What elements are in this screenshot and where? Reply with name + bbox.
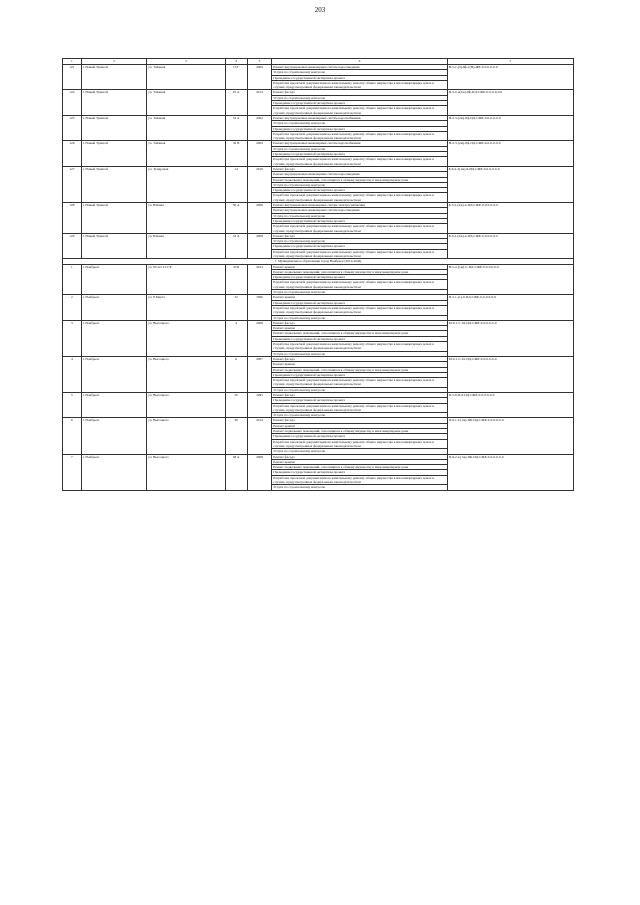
street: ул. Высоцкого bbox=[147, 418, 225, 454]
register-table bbox=[62, 58, 574, 491]
work-type: Услуги по строительному контролю bbox=[272, 70, 447, 75]
municipality: г. Новый Уренгой bbox=[81, 233, 146, 258]
work-type: Услуги по строительному контролю bbox=[272, 213, 447, 218]
work-type: Ремонт крыши bbox=[272, 264, 447, 269]
house-number: 25 А bbox=[225, 90, 247, 115]
street: ул. Таёжная bbox=[147, 90, 225, 115]
work-type: Разработка проектной документации на капитальному ремонту общего имущества в многоквартирных домах в случаях, предусмотренных федеральным законодательством bbox=[272, 475, 447, 485]
construction-year: 2008 bbox=[247, 233, 272, 258]
page-number: 203 bbox=[314, 6, 326, 14]
building-code: Н-2-3-(2ж)-8ф-ПД-СЖЕ-0-0-0-0-0-0 bbox=[447, 141, 573, 166]
work-type: Услуги по строительному контролю bbox=[272, 95, 447, 100]
column-number: 7 bbox=[447, 59, 573, 65]
row-number: 3 bbox=[63, 320, 82, 356]
work-type: Проведение государственной экспертизы проекта bbox=[272, 336, 447, 341]
work-type: Ремонт крыши bbox=[272, 459, 447, 464]
work-type: Ремонт подвальных помещений, относящихся к общему имуществу в многоквартирном доме bbox=[272, 269, 447, 274]
work-type: Проведение государственной экспертизы проекта bbox=[272, 101, 447, 106]
work-type: Ремонт фасада bbox=[272, 166, 447, 171]
building-code: Н-2-3-(2ж)-8ф-ПД-СЖЕ-0-0-0-0-0-0 bbox=[447, 115, 573, 140]
table-row bbox=[63, 115, 574, 120]
house-number: 20 bbox=[225, 393, 247, 418]
construction-year: 2013 bbox=[247, 90, 272, 115]
municipality: г. Новый Уренгой bbox=[81, 203, 146, 234]
house-number: 4 bbox=[225, 320, 247, 356]
construction-year: 2004 bbox=[247, 115, 272, 140]
house-number: 32 А bbox=[225, 115, 247, 140]
house-number: 32 А bbox=[225, 233, 247, 258]
section-title: 7. Муниципальное образование город Ноябрьск (2014-2046) bbox=[63, 259, 574, 264]
building-code: Б-3-2-(2ж)-4-ПД-СЖЕ-0-0-0-0-0-0 bbox=[447, 203, 573, 234]
column-number: 1 bbox=[63, 59, 82, 65]
house-number: 14 bbox=[225, 166, 247, 202]
work-type: Разработка проектной документации на капитальному ремонту общего имущества в многоквартирных домах в случаях, предусмотренных федеральным законодательством bbox=[272, 249, 447, 259]
street: ул. Высоцкого bbox=[147, 393, 225, 418]
work-type: Разработка проектной документации на капитальному ремонту общего имущества в многоквартирных домах в случаях, предусмотренных федеральным законодательством bbox=[272, 193, 447, 203]
municipality: г. Ноябрьск bbox=[81, 356, 146, 392]
municipality: г. Ноябрьск bbox=[81, 264, 146, 295]
row-number: 121 bbox=[63, 65, 82, 90]
municipality: г. Новый Уренгой bbox=[81, 166, 146, 202]
work-type: Проведение государственной экспертизы проекта bbox=[272, 434, 447, 439]
building-code: Н-3-0-4(1ж)-8ф-ПД-СЖЕ-0-0-0-0-0-0 bbox=[447, 90, 573, 115]
work-type: Разработка проектной документации на капитальному ремонту общего имущества в многоквартирных домах в случаях, предусмотренных федеральным законодательством bbox=[272, 439, 447, 449]
work-type: Ремонт внутридомовых инженерных систем водоотведения bbox=[272, 208, 447, 213]
work-type: Услуги по строительному контролю bbox=[272, 449, 447, 454]
work-type: Проведение государственной экспертизы проекта bbox=[272, 300, 447, 305]
row-number: 124 bbox=[63, 90, 82, 115]
work-type: Проведение государственной экспертизы проекта bbox=[272, 244, 447, 249]
work-type: Проведение государственной экспертизы проекта bbox=[272, 75, 447, 80]
work-type: Услуги по строительному контролю bbox=[272, 485, 447, 490]
column-number: 6 bbox=[272, 59, 447, 65]
work-type: Проведение государственной экспертизы проекта bbox=[272, 218, 447, 223]
table-row bbox=[63, 141, 574, 146]
work-type: Проведение государственной экспертизы проекта bbox=[272, 188, 447, 193]
municipality: г. Новый Уренгой bbox=[81, 65, 146, 90]
work-type: Ремонт подвальных помещений, относящихся к общему имуществу в многоквартирном доме bbox=[272, 177, 447, 182]
column-number: 5 bbox=[247, 59, 272, 65]
street: ул. Тундровая bbox=[147, 166, 225, 202]
work-type: Разработка проектной документации на капитальному ремонту общего имущества в многоквартирных домах в случаях, предусмотренных федеральным законодательством bbox=[272, 106, 447, 116]
municipality: г. Новый Уренгой bbox=[81, 115, 146, 140]
municipality: г. Новый Уренгой bbox=[81, 90, 146, 115]
work-type: Разработка проектной документации на капитальному ремонту общего имущества в многоквартирных домах в случаях, предусмотренных федеральным законодательством bbox=[272, 378, 447, 388]
work-type: Ремонт фасада bbox=[272, 90, 447, 95]
work-type: Проведение государственной экспертизы проекта bbox=[272, 470, 447, 475]
work-type: Услуги по строительному контролю bbox=[272, 290, 447, 295]
work-type: Разработка проектной документации на капитальному ремонту общего имущества в многоквартирных домах в случаях, предусмотренных федеральным законодательством bbox=[272, 280, 447, 290]
work-type: Ремонт крыши bbox=[272, 295, 447, 300]
municipality: г. Ноябрьск bbox=[81, 418, 146, 454]
row-number: 5 bbox=[63, 393, 82, 418]
work-type: Разработка проектной документации на капитальному ремонту общего имущества в многоквартирных домах в случаях, предусмотренных федеральным законодательством bbox=[272, 342, 447, 352]
work-type: Ремонт фасада bbox=[272, 356, 447, 361]
building-code: Б-3-2-(2ж)-4-ПД-СЖЕ-0-0-0-0-0-0 bbox=[447, 233, 573, 258]
table-row bbox=[63, 65, 574, 70]
row-number: 2 bbox=[63, 295, 82, 320]
street: ул. Таёжная bbox=[147, 65, 225, 90]
construction-year: 2004 bbox=[247, 65, 272, 90]
municipality: г. Ноябрьск bbox=[81, 393, 146, 418]
house-number: 13 Г bbox=[225, 65, 247, 90]
building-code: П-5-1-(1)-0-ПД-СЖЕ-0-0-0-0-0-0 bbox=[447, 295, 573, 320]
work-type: Ремонт внутридомовых инженерных систем водоотведения bbox=[272, 172, 447, 177]
work-type: Услуги по строительному контролю bbox=[272, 315, 447, 320]
work-type: Ремонт внутридомовых инженерных систем водоотведения bbox=[272, 65, 447, 70]
house-number: 36 bbox=[225, 418, 247, 454]
construction-year: 2007 bbox=[247, 356, 272, 392]
work-type: Ремонт подвальных помещений, относящихся к общему имуществу в многоквартирном доме bbox=[272, 429, 447, 434]
house-number: 38 А bbox=[225, 454, 247, 490]
building-code: П-5-6-П-0-ПД-СЖЕ-0-0-0-0-0-0 bbox=[447, 393, 573, 418]
street: ул. Таёжная bbox=[147, 141, 225, 166]
work-type: Услуги по строительному контролю bbox=[272, 239, 447, 244]
house-number: 32 В bbox=[225, 141, 247, 166]
work-type: Разработка проектной документации на капитальному ремонту общего имущества в многоквартирных домах в случаях, предусмотренных федеральным законодательством bbox=[272, 157, 447, 167]
work-type: Услуги по строительному контролю bbox=[272, 387, 447, 392]
row-number: 4 bbox=[63, 356, 82, 392]
building-code: М-9-1-С-01-ПД-СЖЕ-0-0-0-0-0-0 bbox=[447, 356, 573, 392]
work-type: Проведение государственной экспертизы проекта bbox=[272, 275, 447, 280]
work-type: Услуги по строительному контролю bbox=[272, 146, 447, 151]
row-number: 6 bbox=[63, 418, 82, 454]
work-type: Ремонт подвальных помещений, относящихся к общему имуществу в многоквартирном доме bbox=[272, 465, 447, 470]
construction-year: 1990 bbox=[247, 295, 272, 320]
municipality: г. Ноябрьск bbox=[81, 320, 146, 356]
work-type: Услуги по строительному контролю bbox=[272, 413, 447, 418]
work-type: Ремонт фасада bbox=[272, 418, 447, 423]
row-number: 125 bbox=[63, 115, 82, 140]
work-type: Проведение государственной экспертизы проекта bbox=[272, 398, 447, 403]
work-type: Ремонт внутридомовых инженерных систем электроснабжения bbox=[272, 203, 447, 208]
construction-year: 2004 bbox=[247, 141, 272, 166]
building-code: П-9-1-С(1ж)-ПК-ПД-СЖЕ-0-0-0-0-0-0 bbox=[447, 418, 573, 454]
street: ул. 8 Марта bbox=[147, 295, 225, 320]
building-code: Н-5-2-(1ж)-С-ПД-СЖЕ-0-0-0-0-0-0 bbox=[447, 264, 573, 295]
building-code: П-9-2-С(1ж)-ПК-ПД-СЖЕ-0-0-0-0-0-0 bbox=[447, 454, 573, 490]
work-type: Ремонт фасада bbox=[272, 454, 447, 459]
construction-year: 2008 bbox=[247, 454, 272, 490]
work-type: Разработка проектной документации на капитальному ремонту общего имущества в многоквартирных домах в случаях, предусмотренных федеральным законодательством bbox=[272, 131, 447, 141]
work-type: Ремонт фасада bbox=[272, 393, 447, 398]
work-type: Разработка проектной документации на капитальному ремонту общего имущества в многоквартирных домах в случаях, предусмотренных федеральным законодательством bbox=[272, 80, 447, 90]
work-type: Разработка проектной документации на капитальному ремонту общего имущества в многоквартирных домах в случаях, предусмотренных федеральным законодательством bbox=[272, 224, 447, 234]
construction-year: 2008 bbox=[247, 203, 272, 234]
street: ул. Высоцкого bbox=[147, 454, 225, 490]
row-number: 129 bbox=[63, 233, 82, 258]
work-type: Ремонт крыши bbox=[272, 362, 447, 367]
street: ул. Высоцкого bbox=[147, 320, 225, 356]
work-type: Ремонт фасада bbox=[272, 320, 447, 325]
work-type: Разработка проектной документации на капитальному ремонту общего имущества в многоквартирных домах в случаях, предусмотренных федеральным законодательством bbox=[272, 403, 447, 413]
work-type: Ремонт крыши bbox=[272, 326, 447, 331]
register-table-body bbox=[63, 59, 574, 491]
work-type: Услуги по строительному контролю bbox=[272, 121, 447, 126]
work-type: Проведение государственной экспертизы проекта bbox=[272, 126, 447, 131]
house-number: 43 Б bbox=[225, 264, 247, 295]
street: ул. Таёжная bbox=[147, 115, 225, 140]
street: ул. Высоцкого bbox=[147, 356, 225, 392]
house-number: 32 bbox=[225, 295, 247, 320]
building-code: Б-6-2-4(1ж)-6-НД-СЖЕ-0-0-0-0-0-0 bbox=[447, 166, 573, 202]
construction-year: 1993 bbox=[247, 393, 272, 418]
work-type: Проведение государственной экспертизы проекта bbox=[272, 152, 447, 157]
house-number: 30 А bbox=[225, 203, 247, 234]
construction-year: 2008 bbox=[247, 320, 272, 356]
building-code: М-9-1-С-03-ПД-СЖЕ-0-0-0-0-0-0 bbox=[447, 320, 573, 356]
construction-year: 2016 bbox=[247, 166, 272, 202]
street: ул. Южная bbox=[147, 233, 225, 258]
row-number: 1 bbox=[63, 264, 82, 295]
construction-year: 2014 bbox=[247, 418, 272, 454]
column-number: 4 bbox=[225, 59, 247, 65]
column-number: 3 bbox=[147, 59, 225, 65]
work-type: Ремонт внутридомовых инженерных систем водоснабжения bbox=[272, 115, 447, 120]
work-type: Ремонт подвальных помещений, относящихся к общему имуществу в многоквартирном доме bbox=[272, 331, 447, 336]
work-type: Ремонт внутридомовых инженерных систем водоснабжения bbox=[272, 141, 447, 146]
column-number: 2 bbox=[81, 59, 146, 65]
work-type: Ремонт подвальных помещений, относящихся к общему имуществу в многоквартирном доме bbox=[272, 367, 447, 372]
work-type: Услуги по строительному контролю bbox=[272, 351, 447, 356]
row-number: 128 bbox=[63, 203, 82, 234]
table-row bbox=[63, 203, 574, 208]
municipality: г. Ноябрьск bbox=[81, 454, 146, 490]
street: ул. Южная bbox=[147, 203, 225, 234]
row-number: 126 bbox=[63, 141, 82, 166]
work-type: Проведение государственной экспертизы проекта bbox=[272, 372, 447, 377]
work-type: Услуги по строительному контролю bbox=[272, 182, 447, 187]
work-type: Разработка проектной документации на капитальному ремонту общего имущества в многоквартирных домах в случаях, предусмотренных федеральным законодательством bbox=[272, 305, 447, 315]
building-code: Н-5-1-(3)-8ф-1(Н)-ЖЕ-0-0-0-0-0-0 bbox=[447, 65, 573, 90]
work-type: Ремонт фасада bbox=[272, 233, 447, 238]
street: ул. 60 лет СССР bbox=[147, 264, 225, 295]
row-number: 7 bbox=[63, 454, 82, 490]
municipality: г. Ноябрьск bbox=[81, 295, 146, 320]
row-number: 127 bbox=[63, 166, 82, 202]
work-type: Ремонт крыши bbox=[272, 423, 447, 428]
house-number: 6 bbox=[225, 356, 247, 392]
municipality: г. Новый Уренгой bbox=[81, 141, 146, 166]
construction-year: 2014 bbox=[247, 264, 272, 295]
